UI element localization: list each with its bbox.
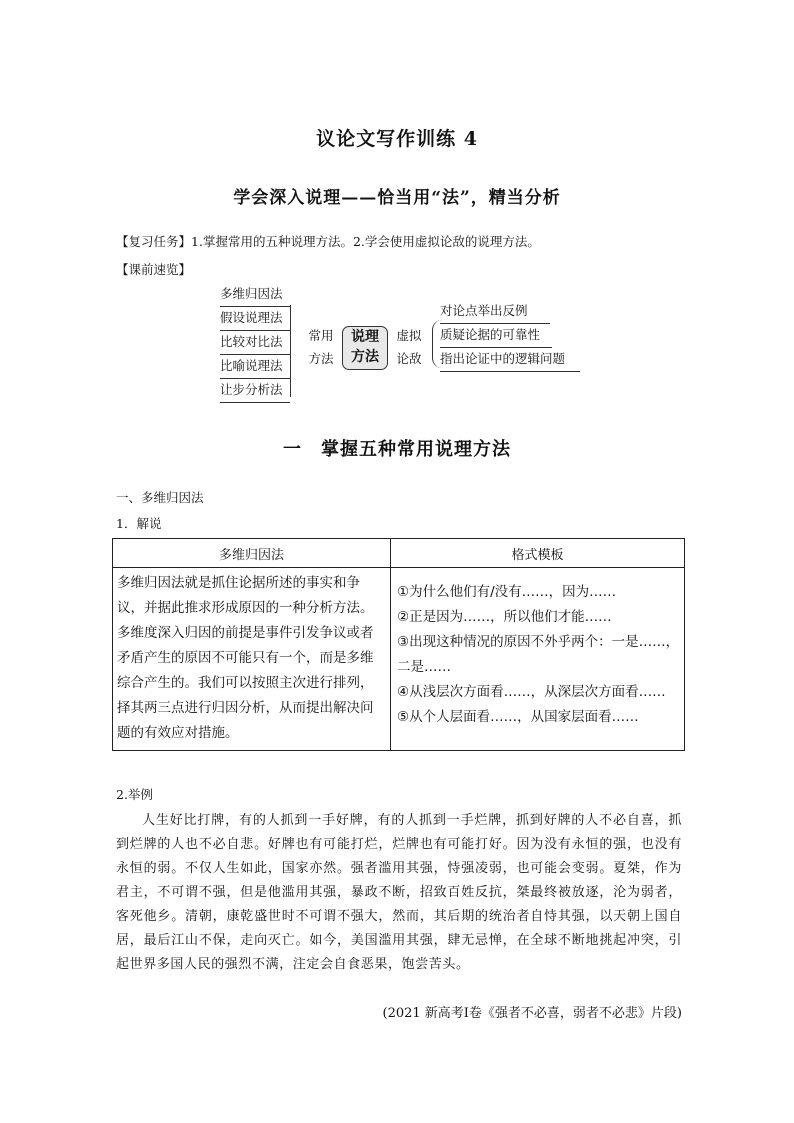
page-title: 议论文写作训练 4 [316,128,478,150]
review-task [116,232,540,250]
passage-source: (2021 新高考Ⅰ卷《强者不必喜，弱者不必悲》片段) [382,1006,682,1021]
table-method-description: 多维归因法就是抓住论据所述的事实和争议，并据此推求形成原因的一种分析方法。多维度深入归因的前提是事件引发争议或者矛盾产生的原因不可能只有一个，而是多维综合产生的。我们可以按照主次进行排列，择其两三点进行归因分析，从而提出解决问题的有效应对措施。 [113,568,391,751]
mindmap-right-caption-2: 论敌 [396,351,422,366]
mindmap-left-item: 比喻说理法 [220,356,290,379]
template-item: ③出现这种情况的原因不外乎两个：一是……，二是…… [397,634,680,675]
template-item: ④从浅层次方面看……，从深层次方面看…… [397,684,666,700]
table-templates [391,568,685,751]
table-header-method: 多维归因法 [113,539,391,568]
preview-label: 【课前速览】 [116,262,192,277]
mindmap-left-item: 比较对比法 [220,332,290,355]
mindmap-left-item: 假设说理法 [220,308,290,331]
mindmap-left-bracket [289,305,291,397]
mindmap-center-line-1: 说理 [351,329,379,345]
step-example: 2.举例 [116,787,153,802]
mindmap-center-node [342,326,388,370]
mindmap-right-caption-1: 虚拟 [396,328,422,343]
template-item: ⑤从个人层面看……，从国家层面看…… [397,709,639,725]
template-item: ①为什么他们有/没有……，因为…… [397,584,617,600]
mindmap-right-item: 对论点举出反例 [440,301,550,324]
table-header-template: 格式模板 [391,539,685,568]
page-subtitle: 学会深入说理——恰当用“法”，精当分析 [233,188,561,208]
template-item: ②正是因为……，所以他们才能…… [397,609,612,625]
mindmap-left-item: 多维归因法 [220,284,290,307]
step-explain: 1．解说 [116,516,162,531]
method-table [112,538,685,751]
mindmap-center-line-2: 方法 [351,349,379,365]
mindmap-left-caption-2: 方法 [308,351,334,366]
mindmap-left-caption-1: 常用 [308,328,334,343]
mindmap-right-item: 指出论证中的逻辑问题 [440,349,580,372]
example-passage: 人生好比打牌，有的人抓到一手好牌，有的人抓到一手烂牌，抓到好牌的人不必自喜，抓到烂牌的人也不必自悲。好牌也有可能打烂，烂牌也有可能打好。因为没有永恒的强，也没有永恒的弱。不仅人生如此，国家亦然。强者滥用其强，恃强凌弱，也可能会变弱。夏桀，作为君主，不可谓不强，但是他滥用其强，暴政不断，招致百姓反抗，桀最终被放逐，沦为弱者，客死他乡。清朝，康乾盛世时不可谓不强大，然而，其后期的统治者自恃其强，以天朝上国自居，最后江山不保，走向灭亡。如今，美国滥用其强，肆无忌惮，在全球不断地挑起冲突，引起世界多国人民的强烈不满，注定会自食恶果，饱尝苦头。 [116,813,682,972]
section-heading: 一 掌握五种常用说理方法 [283,439,511,460]
mindmap-left-item: 让步分析法 [220,380,290,403]
subsection-title: 一、多维归因法 [116,490,204,505]
review-task-label: 【复习任务】 [116,234,192,249]
review-task-text: 1.掌握常用的五种说理方法。2.学会使用虚拟论敌的说理方法。 [191,234,540,249]
mindmap-right-item: 质疑论据的可靠性 [440,325,552,348]
